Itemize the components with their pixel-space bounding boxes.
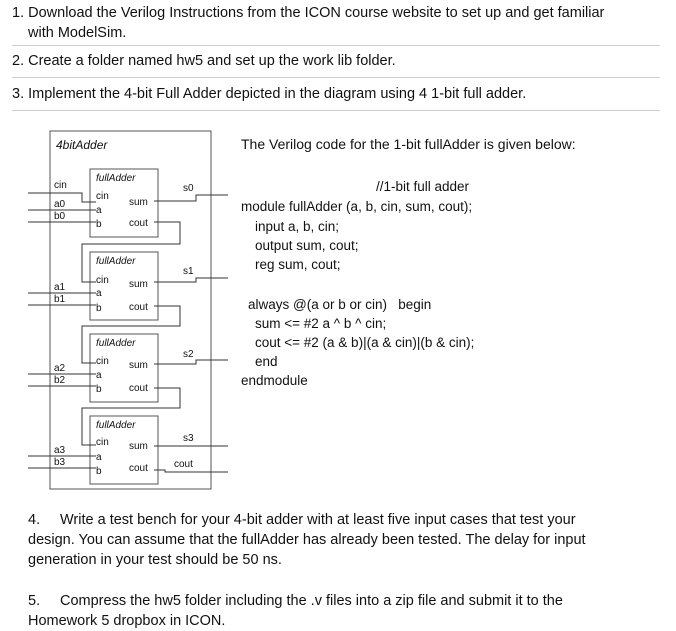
code-line-end: end (255, 354, 278, 369)
code-line-always: always @(a or b or cin) begin (248, 297, 432, 312)
code-line-output: output sum, cout; (255, 238, 359, 253)
step-5-continuation: Homework 5 dropbox in ICON. (28, 613, 226, 629)
block-2-title: fullAdder (96, 338, 136, 349)
input-b1: b1 (54, 294, 66, 305)
input-b3: b3 (54, 457, 66, 468)
step-4-text: Write a test bench for your 4-bit adder with at least five input cases that test your (60, 512, 576, 528)
code-line-sum: sum <= #2 a ^ b ^ cin; (255, 316, 387, 331)
step-5-number: 5. (28, 593, 41, 609)
block-1-a: a (96, 288, 102, 299)
output-s1: s1 (183, 266, 194, 277)
wire-cout (154, 470, 228, 472)
output-cout: cout (174, 459, 193, 470)
output-s3: s3 (183, 433, 194, 444)
input-b2: b2 (54, 375, 66, 386)
step-3-number: 3. (12, 86, 25, 102)
step-2-text: Create a folder named hw5 and set up the work lib folder. (28, 53, 396, 69)
block-0-b: b (96, 219, 102, 230)
step-4 (28, 510, 628, 570)
step-4-continuation: design. You can assume that the fullAdder has already been tested. The delay for input (28, 532, 586, 548)
input-a3: a3 (54, 445, 66, 456)
step-2-number: 2. (12, 53, 25, 69)
block-0-title: fullAdder (96, 173, 136, 184)
block-1-title: fullAdder (96, 256, 136, 267)
wire-s1 (154, 278, 228, 282)
code-heading: The Verilog code for the 1-bit fullAdder is given below: (241, 136, 576, 152)
block-0-cin: cin (96, 191, 109, 202)
block-3-sum: sum (129, 441, 148, 452)
block-3-cout: cout (129, 463, 148, 474)
code-line-input: input a, b, cin; (255, 219, 340, 234)
output-s2: s2 (183, 349, 194, 360)
block-0-cout: cout (129, 218, 148, 229)
step-1-continuation: with ModelSim. (28, 25, 127, 41)
wire-s0 (154, 195, 228, 201)
diagram-title: 4bitAdder (56, 138, 108, 152)
block-3-a: a (96, 452, 102, 463)
code-line-comment: //1-bit full adder (376, 179, 470, 194)
block-3-cin: cin (96, 437, 109, 448)
block-3-b: b (96, 466, 102, 477)
block-0-a: a (96, 205, 102, 216)
wire-s2 (154, 360, 228, 364)
block-3-title: fullAdder (96, 420, 136, 431)
block-2-a: a (96, 370, 102, 381)
step-1-text: Download the Verilog Instructions from the ICON course website to set up and get familiar (28, 5, 605, 21)
step-3-text: Implement the 4-bit Full Adder depicted in the diagram using 4 1-bit full adder. (28, 86, 527, 102)
code-line-cout: cout <= #2 (a & b)|(a & cin)|(b & cin); (255, 335, 475, 350)
block-2-b: b (96, 384, 102, 395)
block-1-sum: sum (129, 279, 148, 290)
input-a1: a1 (54, 282, 66, 293)
step-5-text: Compress the hw5 folder including the .v files into a zip file and submit it to the (60, 593, 563, 609)
input-b0: b0 (54, 211, 66, 222)
step-4-number: 4. (28, 512, 41, 528)
block-1-cin: cin (96, 275, 109, 286)
block-1-b: b (96, 303, 102, 314)
step-5 (28, 591, 628, 631)
step-1-number: 1. (12, 5, 25, 21)
block-2-cin: cin (96, 356, 109, 367)
input-cin: cin (54, 180, 67, 191)
code-line-endmodule: endmodule (241, 373, 308, 388)
code-line-reg: reg sum, cout; (255, 257, 341, 272)
step-4-continuation-2: generation in your test should be 50 ns. (28, 552, 282, 568)
output-s0: s0 (183, 183, 194, 194)
code-line-module: module fullAdder (a, b, cin, sum, cout); (241, 199, 473, 214)
block-2-sum: sum (129, 360, 148, 371)
block-1-cout: cout (129, 302, 148, 313)
block-2-cout: cout (129, 383, 148, 394)
input-a0: a0 (54, 199, 66, 210)
input-a2: a2 (54, 363, 66, 374)
block-0-sum: sum (129, 197, 148, 208)
